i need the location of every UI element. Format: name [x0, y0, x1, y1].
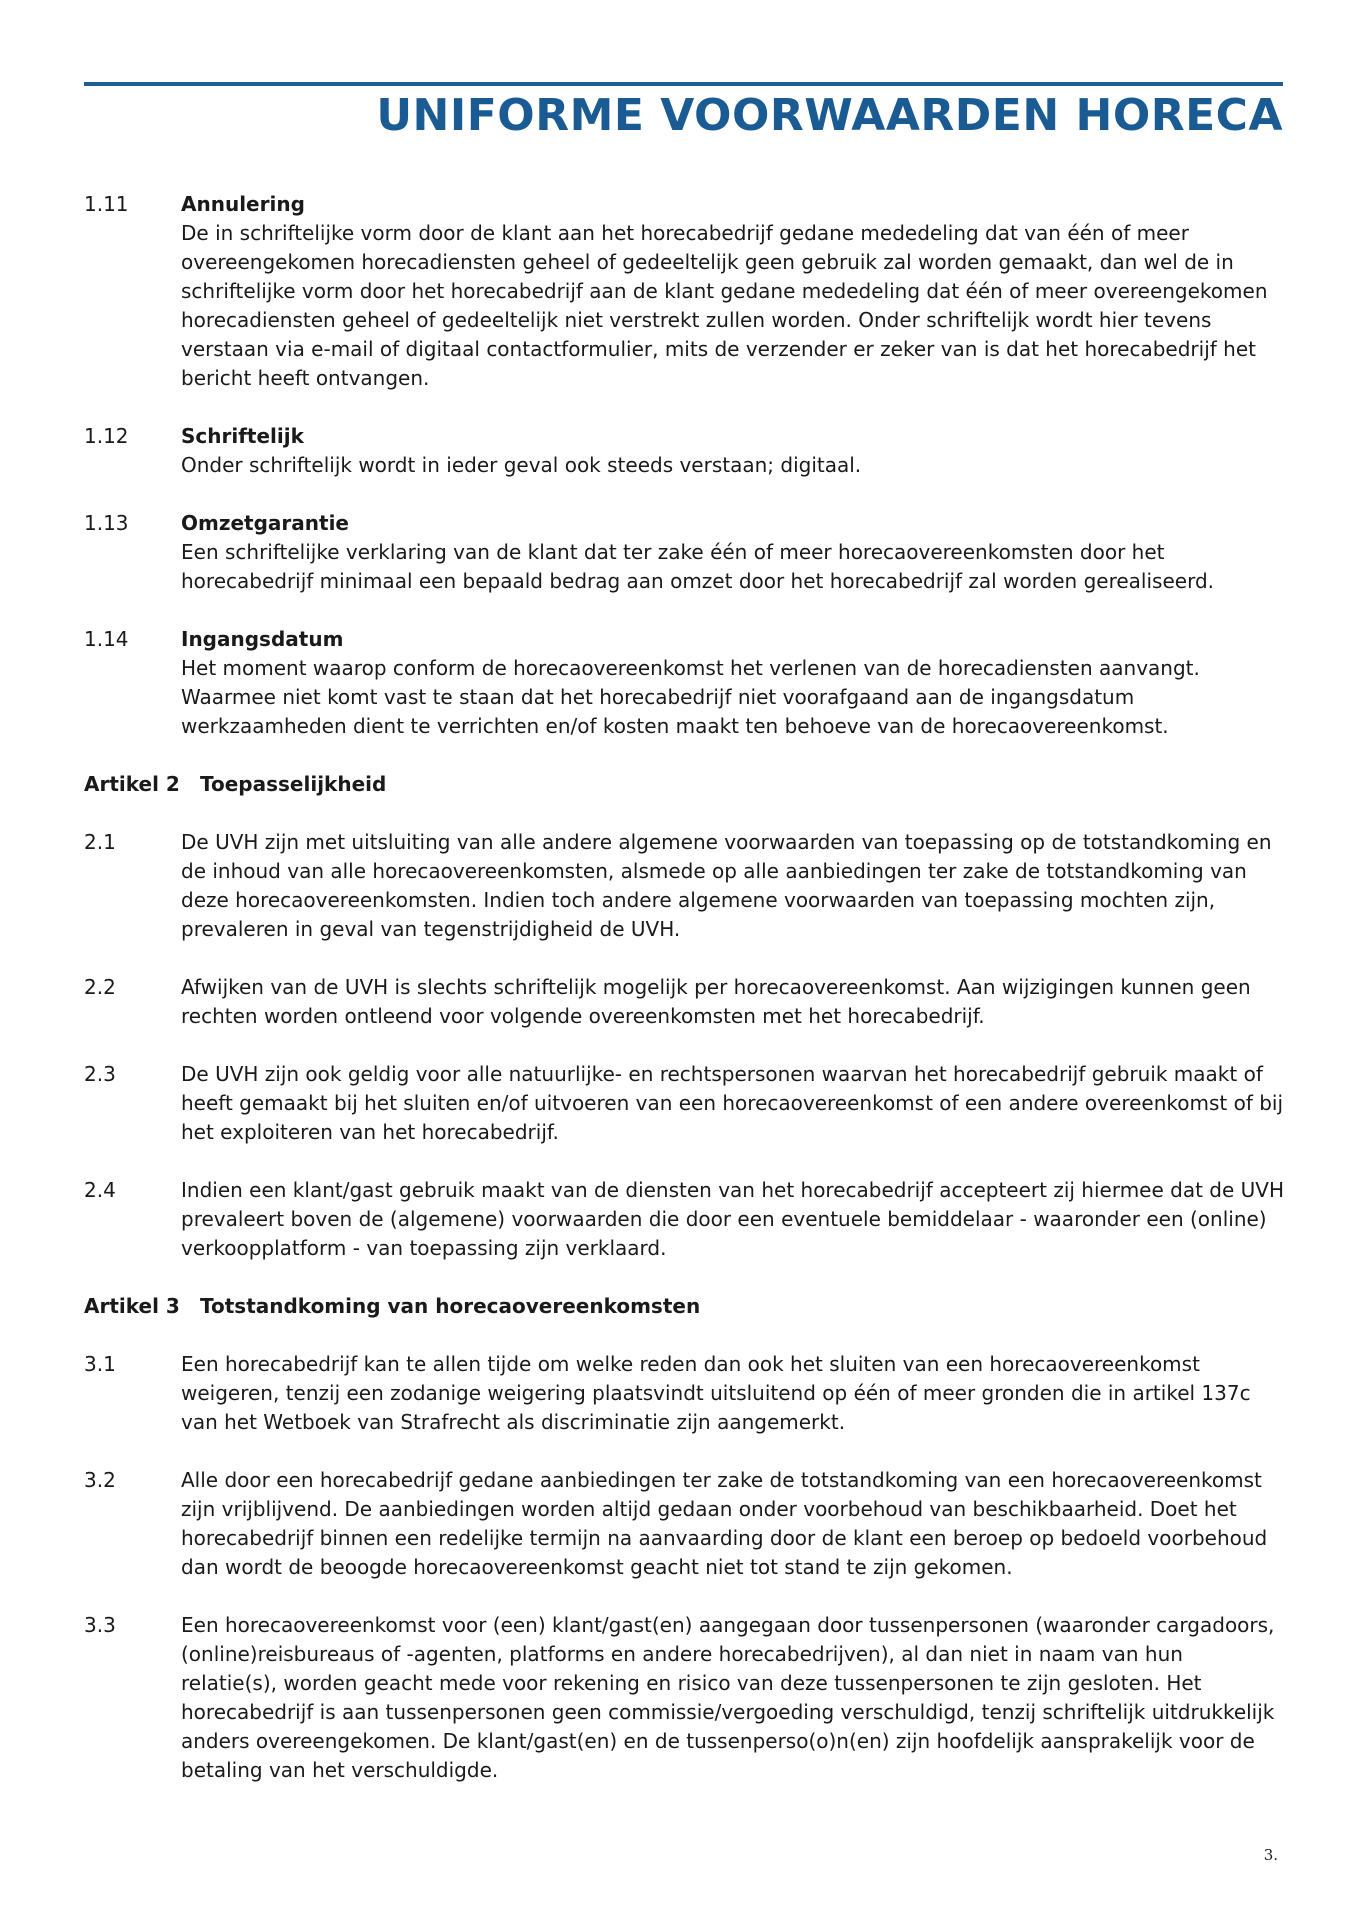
article-title: Toepasselijkheid [200, 772, 387, 796]
article-label: Artikel 2 [84, 772, 180, 796]
document-body [84, 190, 1284, 1814]
article-title: Totstandkoming van horecaovereenkomsten [200, 1294, 701, 1318]
definition-1-12 [84, 422, 1284, 480]
clause-number: 2.1 [84, 830, 116, 854]
definition-1-11 [84, 190, 1284, 393]
clause-text: Een schriftelijke verklaring van de klant dat ter zake één of meer horecaovereenkomsten door het horecabedrijf minimaal een bepaald bedrag aan omzet door het horecabedrijf zal worden gerealiseerd. [181, 540, 1214, 593]
article-2-heading [84, 770, 1284, 799]
definition-1-14 [84, 625, 1284, 741]
clause-3-2 [84, 1466, 1284, 1582]
page-title: UNIFORME VOORWAARDEN HORECA [376, 90, 1283, 141]
clause-text: Het moment waarop conform de horecaovereenkomst het verlenen van de horecadiensten aanvangt. Waarmee niet komt vast te staan dat het horecabedrijf niet voorafgaand aan de ingangsdatum werkzaamheden dient te verrichten en/of kosten maakt ten behoeve van de horecaovereenkomst. [181, 656, 1200, 738]
clause-number: 1.11 [84, 192, 129, 216]
definition-1-13 [84, 509, 1284, 596]
clause-number: 1.14 [84, 627, 129, 651]
clause-text: Een horecabedrijf kan te allen tijde om welke reden dan ook het sluiten van een horecaovereenkomst weigeren, tenzij een zodanige weigering plaatsvindt uitsluitend op één of meer gronden die in artikel 137c van het Wetboek van Strafrecht als discriminatie zijn aangemerkt. [181, 1352, 1251, 1434]
clause-heading: Omzetgarantie [181, 511, 349, 535]
clause-number: 3.3 [84, 1613, 116, 1637]
clause-text: Een horecaovereenkomst voor (een) klant/gast(en) aangegaan door tussenpersonen (waaronder cargadoors, (online)reisbureaus of -agenten, platforms en andere horecabedrijven), al dan niet in naam van hun relatie(s), worden geacht mede voor rekening en risico van deze tussenpersonen te zijn gesloten. Het horecabedrijf is aan tussenpersonen geen commissie/vergoeding verschuldigd, tenzij schriftelijk uitdrukkelijk anders overeengekomen. De klant/gast(en) en de tussenperso(o)n(en) zijn hoofdelijk aansprakelijk voor de betaling van het verschuldigde. [181, 1613, 1275, 1782]
clause-heading: Schriftelijk [181, 424, 304, 448]
clause-3-1 [84, 1350, 1284, 1437]
clause-3-3 [84, 1611, 1284, 1785]
clause-heading: Ingangsdatum [181, 627, 344, 651]
clause-number: 3.1 [84, 1352, 116, 1376]
clause-number: 2.3 [84, 1062, 116, 1086]
clause-text: De in schriftelijke vorm door de klant aan het horecabedrijf gedane mededeling dat van één of meer overeengekomen horecadiensten geheel of gedeeltelijk geen gebruik zal worden gemaakt, dan wel de in schriftelijke vorm door het horecabedrijf aan de klant gedane mededeling dat één of meer overeengekomen horecadiensten geheel of gedeeltelijk niet verstrekt zullen worden. Onder schriftelijk wordt hier tevens verstaan via e-mail of digitaal contactformulier, mits de verzender er zeker van is dat het horecabedrijf het bericht heeft ontvangen. [181, 221, 1268, 390]
article-3-heading [84, 1292, 1284, 1321]
clause-2-2 [84, 973, 1284, 1031]
clause-2-4 [84, 1176, 1284, 1263]
clause-text: Onder schriftelijk wordt in ieder geval ook steeds verstaan; digitaal. [181, 453, 862, 477]
clause-number: 3.2 [84, 1468, 116, 1492]
clause-heading: Annulering [181, 192, 305, 216]
clause-2-1 [84, 828, 1284, 944]
header-rule [84, 82, 1283, 86]
page-number: 3. [1263, 1846, 1278, 1864]
article-label: Artikel 3 [84, 1294, 180, 1318]
clause-text: Alle door een horecabedrijf gedane aanbiedingen ter zake de totstandkoming van een horecaovereenkomst zijn vrijblijvend. De aanbiedingen worden altijd gedaan onder voorbehoud van beschikbaarheid. Doet het horecabedrijf binnen een redelijke termijn na aanvaarding door de klant een beroep op bedoeld voorbehoud dan wordt de beoogde horecaovereenkomst geacht niet tot stand te zijn gekomen. [181, 1468, 1268, 1579]
clause-number: 2.4 [84, 1178, 116, 1202]
clause-text: De UVH zijn ook geldig voor alle natuurlijke- en rechtspersonen waarvan het horecabedrijf gebruik maakt of heeft gemaakt bij het sluiten en/of uitvoeren van een horecaovereenkomst of een andere overeenkomst of bij het exploiteren van het horecabedrijf. [181, 1062, 1284, 1144]
clause-number: 1.13 [84, 511, 129, 535]
clause-text: De UVH zijn met uitsluiting van alle andere algemene voorwaarden van toepassing op de totstandkoming en de inhoud van alle horecaovereenkomsten, alsmede op alle aanbiedingen ter zake de totstandkoming van deze horecaovereenkomsten. Indien toch andere algemene voorwaarden van toepassing mochten zijn, prevaleren in geval van tegenstrijdigheid de UVH. [181, 830, 1272, 941]
clause-text: Afwijken van de UVH is slechts schriftelijk mogelijk per horecaovereenkomst. Aan wijzigingen kunnen geen rechten worden ontleend voor volgende overeenkomsten met het horecabedrijf. [181, 975, 1251, 1028]
clause-text: Indien een klant/gast gebruik maakt van de diensten van het horecabedrijf accepteert zij hiermee dat de UVH prevaleert boven de (algemene) voorwaarden die door een eventuele bemiddelaar - waaronder een (online) verkoopplatform - van toepassing zijn verklaard. [181, 1178, 1285, 1260]
clause-2-3 [84, 1060, 1284, 1147]
clause-number: 1.12 [84, 424, 129, 448]
clause-number: 2.2 [84, 975, 116, 999]
